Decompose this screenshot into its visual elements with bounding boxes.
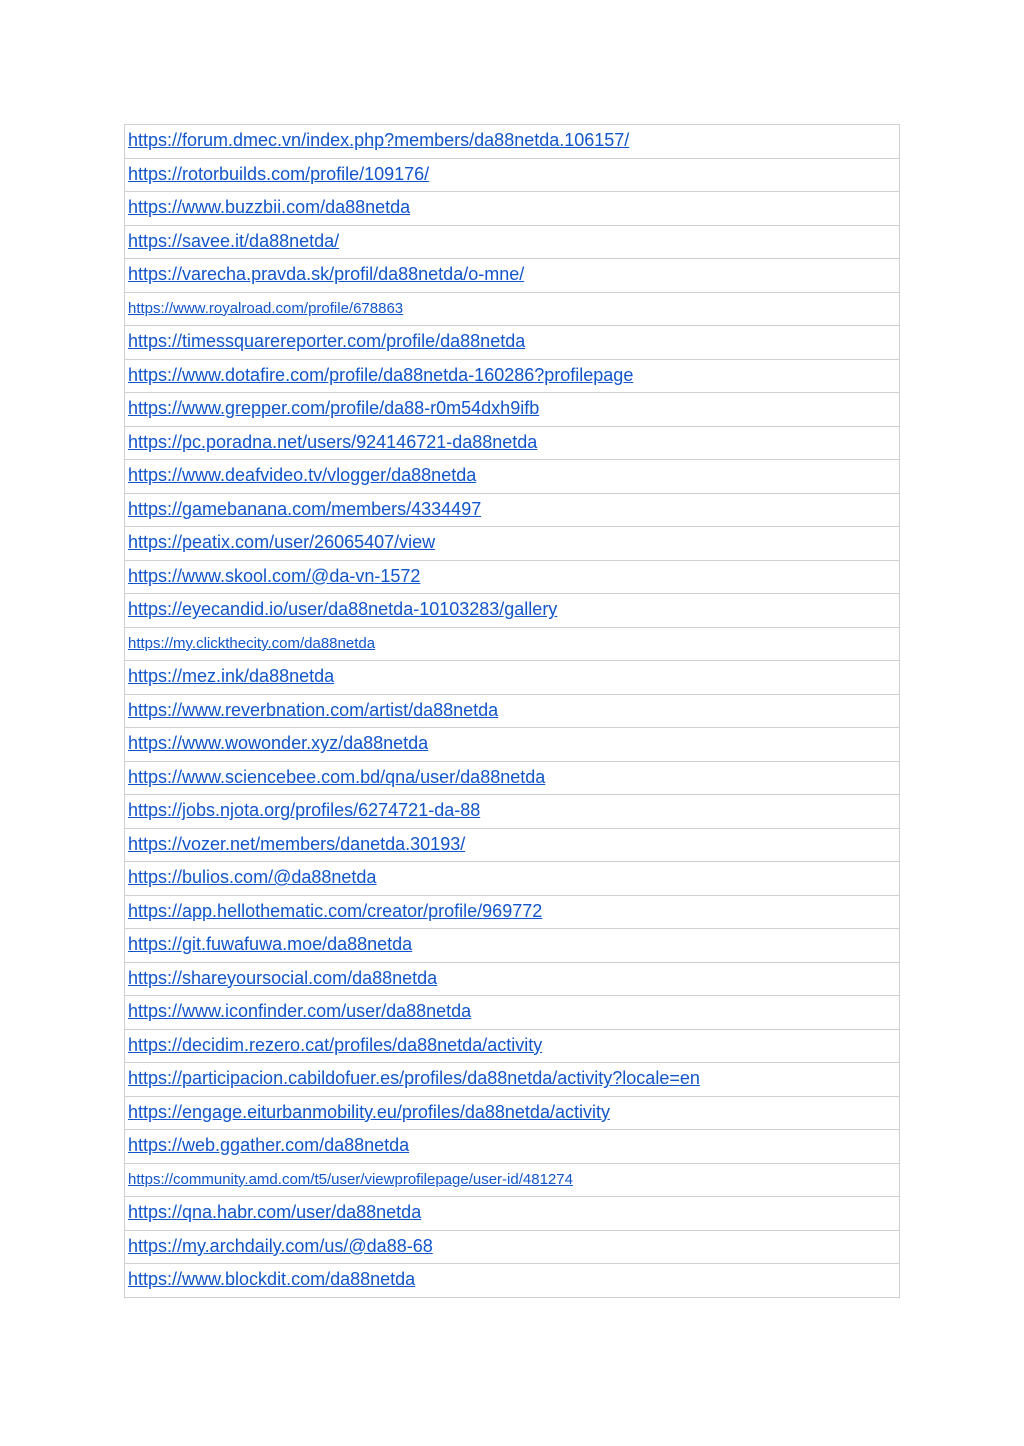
table-row <box>125 527 900 561</box>
table-cell <box>125 895 900 929</box>
profile-link[interactable]: https://git.fuwafuwa.moe/da88netda <box>128 934 413 955</box>
table-row <box>125 795 900 829</box>
table-cell <box>125 527 900 561</box>
table-cell <box>125 192 900 226</box>
table-cell <box>125 460 900 494</box>
table-cell <box>125 326 900 360</box>
table-row <box>125 493 900 527</box>
profile-link[interactable]: https://my.clickthecity.com/da88netda <box>128 634 376 652</box>
profile-link[interactable]: https://web.ggather.com/da88netda <box>128 1135 410 1156</box>
table-cell <box>125 1197 900 1231</box>
profile-link[interactable]: https://qna.habr.com/user/da88netda <box>128 1202 422 1223</box>
links-table <box>124 124 900 1298</box>
table-cell <box>125 661 900 695</box>
profile-link[interactable]: https://www.iconfinder.com/user/da88netda <box>128 1001 472 1022</box>
profile-link[interactable]: https://mez.ink/da88netda <box>128 666 335 687</box>
table-row <box>125 560 900 594</box>
profile-link[interactable]: https://www.deafvideo.tv/vlogger/da88netda <box>128 465 477 486</box>
table-row <box>125 1029 900 1063</box>
table-row <box>125 259 900 293</box>
table-row <box>125 1096 900 1130</box>
profile-link[interactable]: https://peatix.com/user/26065407/view <box>128 532 436 553</box>
table-row <box>125 1264 900 1298</box>
table-row <box>125 326 900 360</box>
profile-link[interactable]: https://app.hellothematic.com/creator/profile/969772 <box>128 900 543 921</box>
table-cell <box>125 292 900 326</box>
profile-link[interactable]: https://www.sciencebee.com.bd/qna/user/da88netda <box>128 766 546 787</box>
table-row <box>125 728 900 762</box>
profile-link[interactable]: https://varecha.pravda.sk/profil/da88netda/o-mne/ <box>128 264 525 285</box>
table-cell <box>125 1063 900 1097</box>
table-row <box>125 694 900 728</box>
table-row <box>125 292 900 326</box>
table-row <box>125 962 900 996</box>
table-row <box>125 460 900 494</box>
table-row <box>125 895 900 929</box>
table-cell <box>125 929 900 963</box>
profile-link[interactable]: https://www.buzzbii.com/da88netda <box>128 197 411 218</box>
profile-link[interactable]: https://www.blockdit.com/da88netda <box>128 1269 416 1290</box>
profile-link[interactable]: https://vozer.net/members/danetda.30193/ <box>128 833 466 854</box>
profile-link[interactable]: https://www.grepper.com/profile/da88-r0m54dxh9ifb <box>128 398 540 419</box>
table-cell <box>125 125 900 159</box>
table-row <box>125 158 900 192</box>
table-row <box>125 393 900 427</box>
profile-link[interactable]: https://rotorbuilds.com/profile/109176/ <box>128 163 430 184</box>
profile-link[interactable]: https://forum.dmec.vn/index.php?members/da88netda.106157/ <box>128 130 630 151</box>
profile-link[interactable]: https://engage.eiturbanmobility.eu/profiles/da88netda/activity <box>128 1101 610 1122</box>
table-row <box>125 1130 900 1164</box>
table-row <box>125 828 900 862</box>
links-table-body <box>125 125 900 1298</box>
table-cell <box>125 795 900 829</box>
table-row <box>125 761 900 795</box>
table-cell <box>125 862 900 896</box>
table-cell <box>125 694 900 728</box>
table-cell <box>125 728 900 762</box>
table-row <box>125 1197 900 1231</box>
table-cell <box>125 225 900 259</box>
table-row <box>125 862 900 896</box>
profile-link[interactable]: https://my.archdaily.com/us/@da88-68 <box>128 1235 433 1256</box>
table-cell <box>125 1130 900 1164</box>
table-cell <box>125 1096 900 1130</box>
table-cell <box>125 996 900 1030</box>
table-cell <box>125 1264 900 1298</box>
table-row <box>125 1163 900 1197</box>
table-cell <box>125 426 900 460</box>
table-row <box>125 929 900 963</box>
table-row <box>125 1230 900 1264</box>
table-cell <box>125 158 900 192</box>
table-row <box>125 426 900 460</box>
profile-link[interactable]: https://www.dotafire.com/profile/da88netda-160286?profilepage <box>128 364 634 385</box>
table-row <box>125 225 900 259</box>
profile-link[interactable]: https://community.amd.com/t5/user/viewprofilepage/user-id/481274 <box>128 1170 573 1188</box>
table-row <box>125 192 900 226</box>
table-row <box>125 594 900 628</box>
table-row <box>125 996 900 1030</box>
profile-link[interactable]: https://timessquarereporter.com/profile/da88netda <box>128 331 526 352</box>
table-cell <box>125 493 900 527</box>
profile-link[interactable]: https://www.royalroad.com/profile/678863 <box>128 299 404 317</box>
table-cell <box>125 761 900 795</box>
table-cell <box>125 259 900 293</box>
table-cell <box>125 1163 900 1197</box>
table-cell <box>125 1029 900 1063</box>
table-cell <box>125 1230 900 1264</box>
profile-link[interactable]: https://bulios.com/@da88netda <box>128 867 377 888</box>
profile-link[interactable]: https://participacion.cabildofuer.es/profiles/da88netda/activity?locale=en <box>128 1068 700 1089</box>
table-cell <box>125 828 900 862</box>
profile-link[interactable]: https://www.wowonder.xyz/da88netda <box>128 733 429 754</box>
profile-link[interactable]: https://jobs.njota.org/profiles/6274721-da-88 <box>128 800 481 821</box>
table-row <box>125 359 900 393</box>
table-cell <box>125 962 900 996</box>
profile-link[interactable]: https://pc.poradna.net/users/924146721-da88netda <box>128 431 538 452</box>
table-cell <box>125 393 900 427</box>
table-cell <box>125 359 900 393</box>
table-cell <box>125 560 900 594</box>
table-cell <box>125 594 900 628</box>
profile-link[interactable]: https://www.skool.com/@da-vn-1572 <box>128 565 421 586</box>
profile-link[interactable]: https://decidim.rezero.cat/profiles/da88netda/activity <box>128 1034 543 1055</box>
profile-link[interactable]: https://eyecandid.io/user/da88netda-10103283/gallery <box>128 599 558 620</box>
table-row <box>125 627 900 661</box>
table-row <box>125 1063 900 1097</box>
profile-link[interactable]: https://gamebanana.com/members/4334497 <box>128 498 482 519</box>
profile-link[interactable]: https://www.reverbnation.com/artist/da88netda <box>128 699 499 720</box>
profile-link[interactable]: https://savee.it/da88netda/ <box>128 230 340 251</box>
table-row <box>125 125 900 159</box>
profile-link[interactable]: https://shareyoursocial.com/da88netda <box>128 967 438 988</box>
table-row <box>125 661 900 695</box>
table-cell <box>125 627 900 661</box>
